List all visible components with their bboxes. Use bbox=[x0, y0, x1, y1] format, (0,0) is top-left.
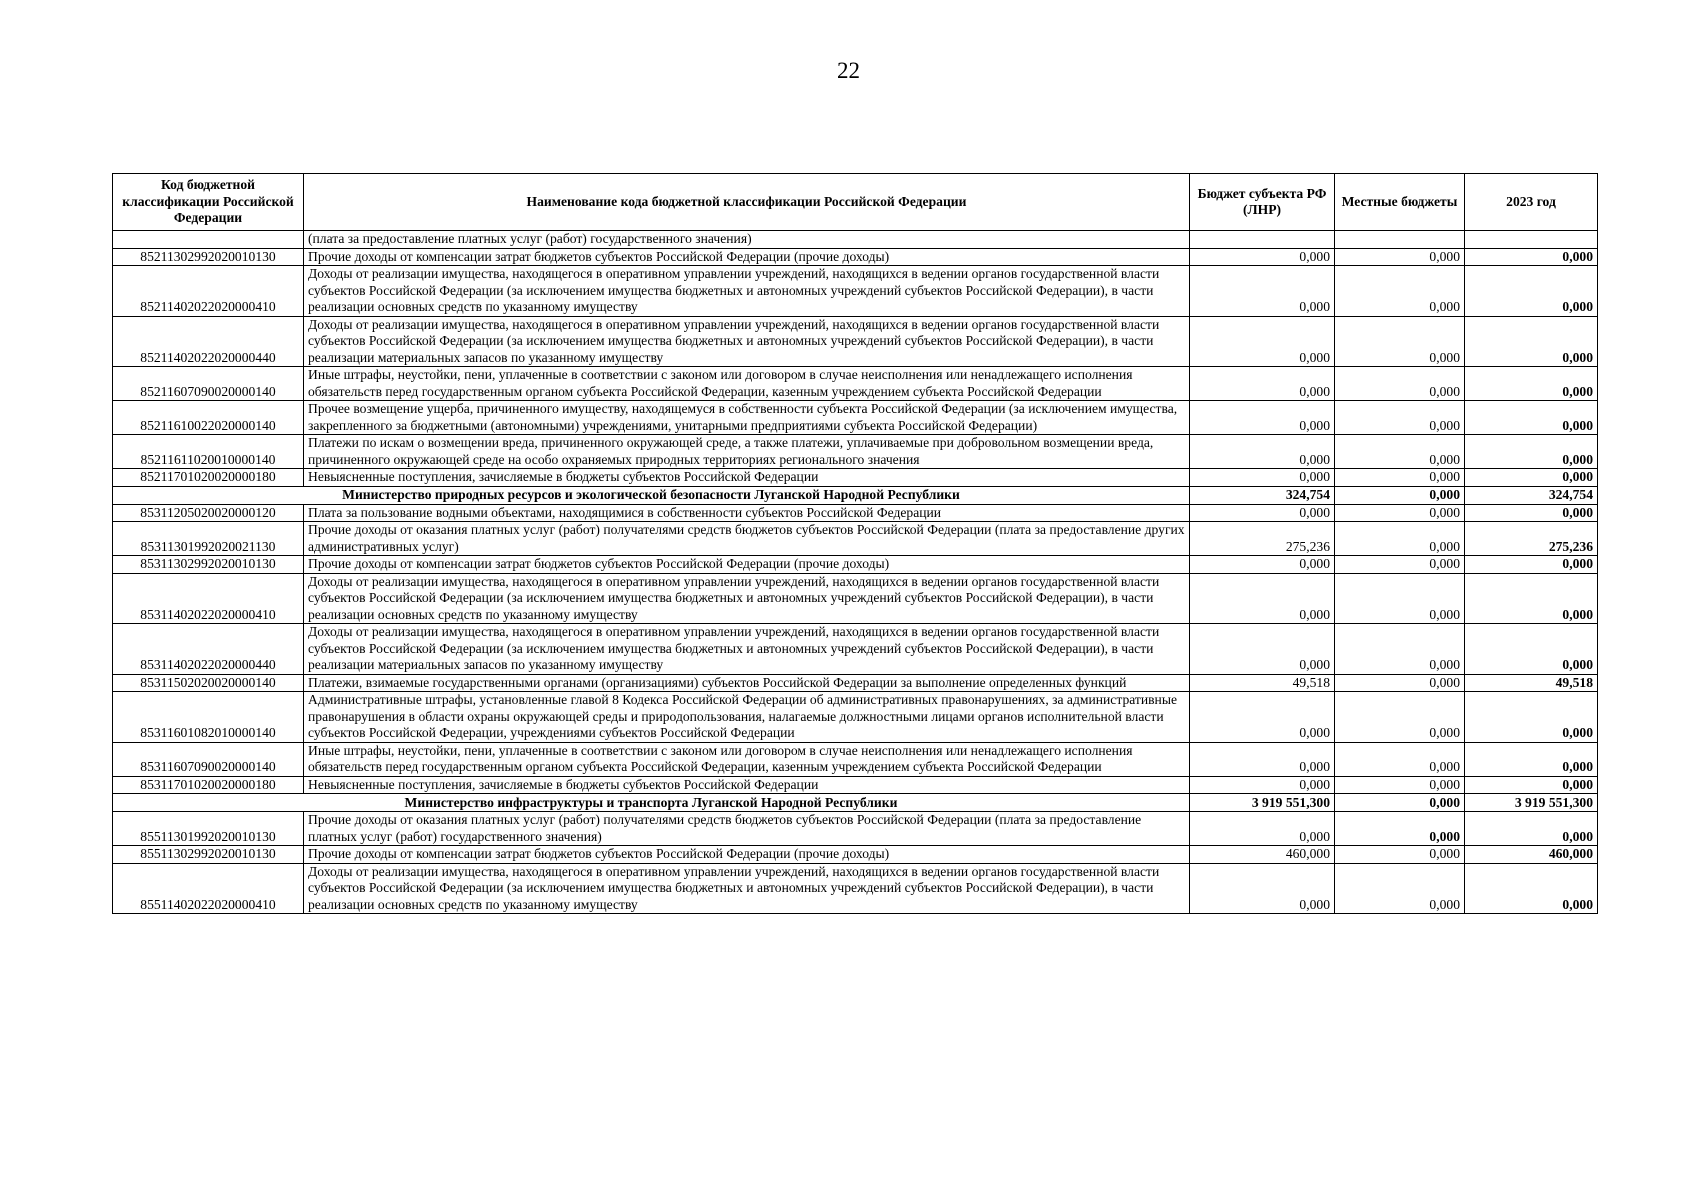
local-budgets-cell: 0,000 bbox=[1335, 863, 1465, 914]
year-total-cell: 460,000 bbox=[1465, 846, 1598, 864]
budget-code-cell: 85311502020020000140 bbox=[113, 674, 304, 692]
regional-budget-cell: 460,000 bbox=[1190, 846, 1335, 864]
table-row bbox=[113, 266, 1598, 317]
budget-name-cell: Доходы от реализации имущества, находящегося в оперативном управлении учреждений, находящихся в ведении органов государственной власти субъектов Российской Федерации (за исключением имущества бюджетных и автономных учреждений субъектов Российской Федерации), в части реализации материальных запасов по указанному имуществу bbox=[304, 624, 1190, 675]
local-budgets-cell: 0,000 bbox=[1335, 846, 1465, 864]
budget-name-cell: Доходы от реализации имущества, находящегося в оперативном управлении учреждений, находящихся в ведении органов государственной власти субъектов Российской Федерации (за исключением имущества бюджетных и автономных учреждений субъектов Российской Федерации), в части реализации материальных запасов по указанному имуществу bbox=[304, 316, 1190, 367]
budget-code-cell: 85211611020010000140 bbox=[113, 435, 304, 469]
regional-budget-cell bbox=[1190, 231, 1335, 249]
budget-code-cell: 85311402022020000440 bbox=[113, 624, 304, 675]
table-row bbox=[113, 248, 1598, 266]
budget-code-cell: 85311301992020021130 bbox=[113, 522, 304, 556]
budget-name-cell: Прочие доходы от компенсации затрат бюджетов субъектов Российской Федерации (прочие доходы) bbox=[304, 846, 1190, 864]
regional-budget-cell: 0,000 bbox=[1190, 266, 1335, 317]
table-row bbox=[113, 522, 1598, 556]
budget-code-cell: 85211402022020000410 bbox=[113, 266, 304, 317]
regional-budget-cell: 49,518 bbox=[1190, 674, 1335, 692]
regional-budget-cell: 0,000 bbox=[1190, 469, 1335, 487]
year-total-cell: 0,000 bbox=[1465, 367, 1598, 401]
year-total-cell: 0,000 bbox=[1465, 556, 1598, 574]
regional-budget-cell: 0,000 bbox=[1190, 556, 1335, 574]
year-total-cell: 0,000 bbox=[1465, 401, 1598, 435]
budget-name-cell: Иные штрафы, неустойки, пени, уплаченные в соответствии с законом или договором в случае неисполнения или ненадлежащего исполнения обязательств перед государственным органом субъекта Российской Федерации, казенным учреждением субъекта Российской Федерации bbox=[304, 367, 1190, 401]
budget-name-cell: Платежи по искам о возмещении вреда, причиненного окружающей среде, а также платежи, уплачиваемые при добровольном возмещении вреда, причиненного окружающей среде на особо охраняемых природных территориях регионального значения bbox=[304, 435, 1190, 469]
year-total-cell: 324,754 bbox=[1465, 486, 1598, 504]
year-total-cell: 0,000 bbox=[1465, 776, 1598, 794]
year-total-cell: 0,000 bbox=[1465, 266, 1598, 317]
year-total-cell: 3 919 551,300 bbox=[1465, 794, 1598, 812]
header-code: Код бюджетной классификации Российской Федерации bbox=[113, 174, 304, 231]
budget-name-cell: Прочие доходы от компенсации затрат бюджетов субъектов Российской Федерации (прочие доходы) bbox=[304, 248, 1190, 266]
budget-name-cell: Прочие доходы от компенсации затрат бюджетов субъектов Российской Федерации (прочие доходы) bbox=[304, 556, 1190, 574]
ministry-title: Министерство природных ресурсов и экологической безопасности Луганской Народной Республики bbox=[113, 486, 1190, 504]
regional-budget-cell: 0,000 bbox=[1190, 573, 1335, 624]
table-row bbox=[113, 674, 1598, 692]
table-row bbox=[113, 692, 1598, 743]
budget-name-cell: Прочее возмещение ущерба, причиненного имуществу, находящемуся в собственности субъекта Российской Федерации (за исключением имущества, закрепленного за бюджетными (автономными) учреждениями, унитарными предприятиями субъекта Российской Федерации) bbox=[304, 401, 1190, 435]
budget-code-cell: 85511402022020000410 bbox=[113, 863, 304, 914]
local-budgets-cell: 0,000 bbox=[1335, 674, 1465, 692]
budget-name-cell: Доходы от реализации имущества, находящегося в оперативном управлении учреждений, находящихся в ведении органов государственной власти субъектов Российской Федерации (за исключением имущества бюджетных и автономных учреждений субъектов Российской Федерации), в части реализации основных средств по указанному имуществу bbox=[304, 863, 1190, 914]
regional-budget-cell: 0,000 bbox=[1190, 367, 1335, 401]
ministry-title: Министерство инфраструктуры и транспорта Луганской Народной Республики bbox=[113, 794, 1190, 812]
header-year: 2023 год bbox=[1465, 174, 1598, 231]
regional-budget-cell: 0,000 bbox=[1190, 316, 1335, 367]
regional-budget-cell: 324,754 bbox=[1190, 486, 1335, 504]
table-row bbox=[113, 469, 1598, 487]
budget-name-cell: Невыясненные поступления, зачисляемые в бюджеты субъектов Российской Федерации bbox=[304, 776, 1190, 794]
regional-budget-cell: 0,000 bbox=[1190, 776, 1335, 794]
table-row bbox=[113, 504, 1598, 522]
local-budgets-cell: 0,000 bbox=[1335, 776, 1465, 794]
header-name: Наименование кода бюджетной классификации Российской Федерации bbox=[304, 174, 1190, 231]
table-row bbox=[113, 863, 1598, 914]
budget-name-cell: Прочие доходы от оказания платных услуг (работ) получателями средств бюджетов субъектов Российской Федерации (плата за предоставление платных услуг (работ) государственного значения) bbox=[304, 812, 1190, 846]
budget-code-cell: 85311607090020000140 bbox=[113, 742, 304, 776]
year-total-cell: 0,000 bbox=[1465, 863, 1598, 914]
year-total-cell: 275,236 bbox=[1465, 522, 1598, 556]
year-total-cell bbox=[1465, 231, 1598, 249]
table-body bbox=[113, 231, 1598, 914]
year-total-cell: 49,518 bbox=[1465, 674, 1598, 692]
header-regional-budget: Бюджет субъекта РФ (ЛНР) bbox=[1190, 174, 1335, 231]
budget-code-cell: 85211402022020000440 bbox=[113, 316, 304, 367]
year-total-cell: 0,000 bbox=[1465, 435, 1598, 469]
budget-name-cell: Административные штрафы, установленные главой 8 Кодекса Российской Федерации об административных правонарушениях, за административные правонарушения в области охраны окружающей среды и природопользования, налагаемые должностными лицами органов исполнительной власти субъектов Российской Федерации, учреждениями субъектов Российской Федерации bbox=[304, 692, 1190, 743]
budget-name-cell: Невыясненные поступления, зачисляемые в бюджеты субъектов Российской Федерации bbox=[304, 469, 1190, 487]
table-row bbox=[113, 435, 1598, 469]
budget-code-cell: 85511302992020010130 bbox=[113, 846, 304, 864]
local-budgets-cell: 0,000 bbox=[1335, 624, 1465, 675]
table-row bbox=[113, 231, 1598, 249]
year-total-cell: 0,000 bbox=[1465, 812, 1598, 846]
regional-budget-cell: 0,000 bbox=[1190, 863, 1335, 914]
budget-name-cell: Доходы от реализации имущества, находящегося в оперативном управлении учреждений, находящихся в ведении органов государственной власти субъектов Российской Федерации (за исключением имущества бюджетных и автономных учреждений субъектов Российской Федерации), в части реализации основных средств по указанному имуществу bbox=[304, 573, 1190, 624]
budget-name-cell: (плата за предоставление платных услуг (работ) государственного значения) bbox=[304, 231, 1190, 249]
year-total-cell: 0,000 bbox=[1465, 742, 1598, 776]
year-total-cell: 0,000 bbox=[1465, 316, 1598, 367]
local-budgets-cell: 0,000 bbox=[1335, 573, 1465, 624]
budget-code-cell bbox=[113, 231, 304, 249]
table-row bbox=[113, 846, 1598, 864]
budget-code-cell: 85211610022020000140 bbox=[113, 401, 304, 435]
local-budgets-cell: 0,000 bbox=[1335, 742, 1465, 776]
year-total-cell: 0,000 bbox=[1465, 504, 1598, 522]
budget-name-cell: Иные штрафы, неустойки, пени, уплаченные в соответствии с законом или договором в случае неисполнения или ненадлежащего исполнения обязательств перед государственным органом субъекта Российской Федерации, казенным учреждением субъекта Российской Федерации bbox=[304, 742, 1190, 776]
budget-code-cell: 85511301992020010130 bbox=[113, 812, 304, 846]
local-budgets-cell: 0,000 bbox=[1335, 266, 1465, 317]
local-budgets-cell: 0,000 bbox=[1335, 522, 1465, 556]
local-budgets-cell: 0,000 bbox=[1335, 556, 1465, 574]
ministry-row bbox=[113, 794, 1598, 812]
budget-code-cell: 85311701020020000180 bbox=[113, 776, 304, 794]
budget-code-cell: 85211302992020010130 bbox=[113, 248, 304, 266]
local-budgets-cell: 0,000 bbox=[1335, 435, 1465, 469]
local-budgets-cell: 0,000 bbox=[1335, 692, 1465, 743]
local-budgets-cell: 0,000 bbox=[1335, 812, 1465, 846]
budget-name-cell: Плата за пользование водными объектами, находящимися в собственности субъектов Российской Федерации bbox=[304, 504, 1190, 522]
regional-budget-cell: 0,000 bbox=[1190, 504, 1335, 522]
local-budgets-cell: 0,000 bbox=[1335, 316, 1465, 367]
regional-budget-cell: 0,000 bbox=[1190, 812, 1335, 846]
page-number: 22 bbox=[837, 58, 860, 83]
table-row bbox=[113, 742, 1598, 776]
ministry-row bbox=[113, 486, 1598, 504]
year-total-cell: 0,000 bbox=[1465, 469, 1598, 487]
regional-budget-cell: 0,000 bbox=[1190, 401, 1335, 435]
table-row bbox=[113, 556, 1598, 574]
budget-table bbox=[112, 173, 1598, 914]
local-budgets-cell: 0,000 bbox=[1335, 367, 1465, 401]
table-row bbox=[113, 573, 1598, 624]
year-total-cell: 0,000 bbox=[1465, 692, 1598, 743]
regional-budget-cell: 0,000 bbox=[1190, 692, 1335, 743]
regional-budget-cell: 0,000 bbox=[1190, 624, 1335, 675]
table-row bbox=[113, 812, 1598, 846]
budget-code-cell: 85311205020020000120 bbox=[113, 504, 304, 522]
regional-budget-cell: 3 919 551,300 bbox=[1190, 794, 1335, 812]
budget-code-cell: 85311302992020010130 bbox=[113, 556, 304, 574]
budget-code-cell: 85211607090020000140 bbox=[113, 367, 304, 401]
regional-budget-cell: 0,000 bbox=[1190, 742, 1335, 776]
table-row bbox=[113, 316, 1598, 367]
table-row bbox=[113, 776, 1598, 794]
local-budgets-cell: 0,000 bbox=[1335, 504, 1465, 522]
local-budgets-cell: 0,000 bbox=[1335, 486, 1465, 504]
local-budgets-cell bbox=[1335, 231, 1465, 249]
regional-budget-cell: 0,000 bbox=[1190, 248, 1335, 266]
year-total-cell: 0,000 bbox=[1465, 624, 1598, 675]
table-row bbox=[113, 401, 1598, 435]
budget-name-cell: Доходы от реализации имущества, находящегося в оперативном управлении учреждений, находящихся в ведении органов государственной власти субъектов Российской Федерации (за исключением имущества бюджетных и автономных учреждений субъектов Российской Федерации), в части реализации основных средств по указанному имуществу bbox=[304, 266, 1190, 317]
budget-code-cell: 85311601082010000140 bbox=[113, 692, 304, 743]
table-row bbox=[113, 367, 1598, 401]
local-budgets-cell: 0,000 bbox=[1335, 248, 1465, 266]
budget-name-cell: Платежи, взимаемые государственными органами (организациями) субъектов Российской Федерации за выполнение определенных функций bbox=[304, 674, 1190, 692]
year-total-cell: 0,000 bbox=[1465, 573, 1598, 624]
header-local-budgets: Местные бюджеты bbox=[1335, 174, 1465, 231]
table-row bbox=[113, 624, 1598, 675]
budget-code-cell: 85311402022020000410 bbox=[113, 573, 304, 624]
year-total-cell: 0,000 bbox=[1465, 248, 1598, 266]
local-budgets-cell: 0,000 bbox=[1335, 469, 1465, 487]
table-header-row bbox=[113, 174, 1598, 231]
regional-budget-cell: 0,000 bbox=[1190, 435, 1335, 469]
budget-code-cell: 85211701020020000180 bbox=[113, 469, 304, 487]
regional-budget-cell: 275,236 bbox=[1190, 522, 1335, 556]
local-budgets-cell: 0,000 bbox=[1335, 794, 1465, 812]
budget-name-cell: Прочие доходы от оказания платных услуг (работ) получателями средств бюджетов субъектов Российской Федерации (плата за предоставление других административных услуг) bbox=[304, 522, 1190, 556]
local-budgets-cell: 0,000 bbox=[1335, 401, 1465, 435]
